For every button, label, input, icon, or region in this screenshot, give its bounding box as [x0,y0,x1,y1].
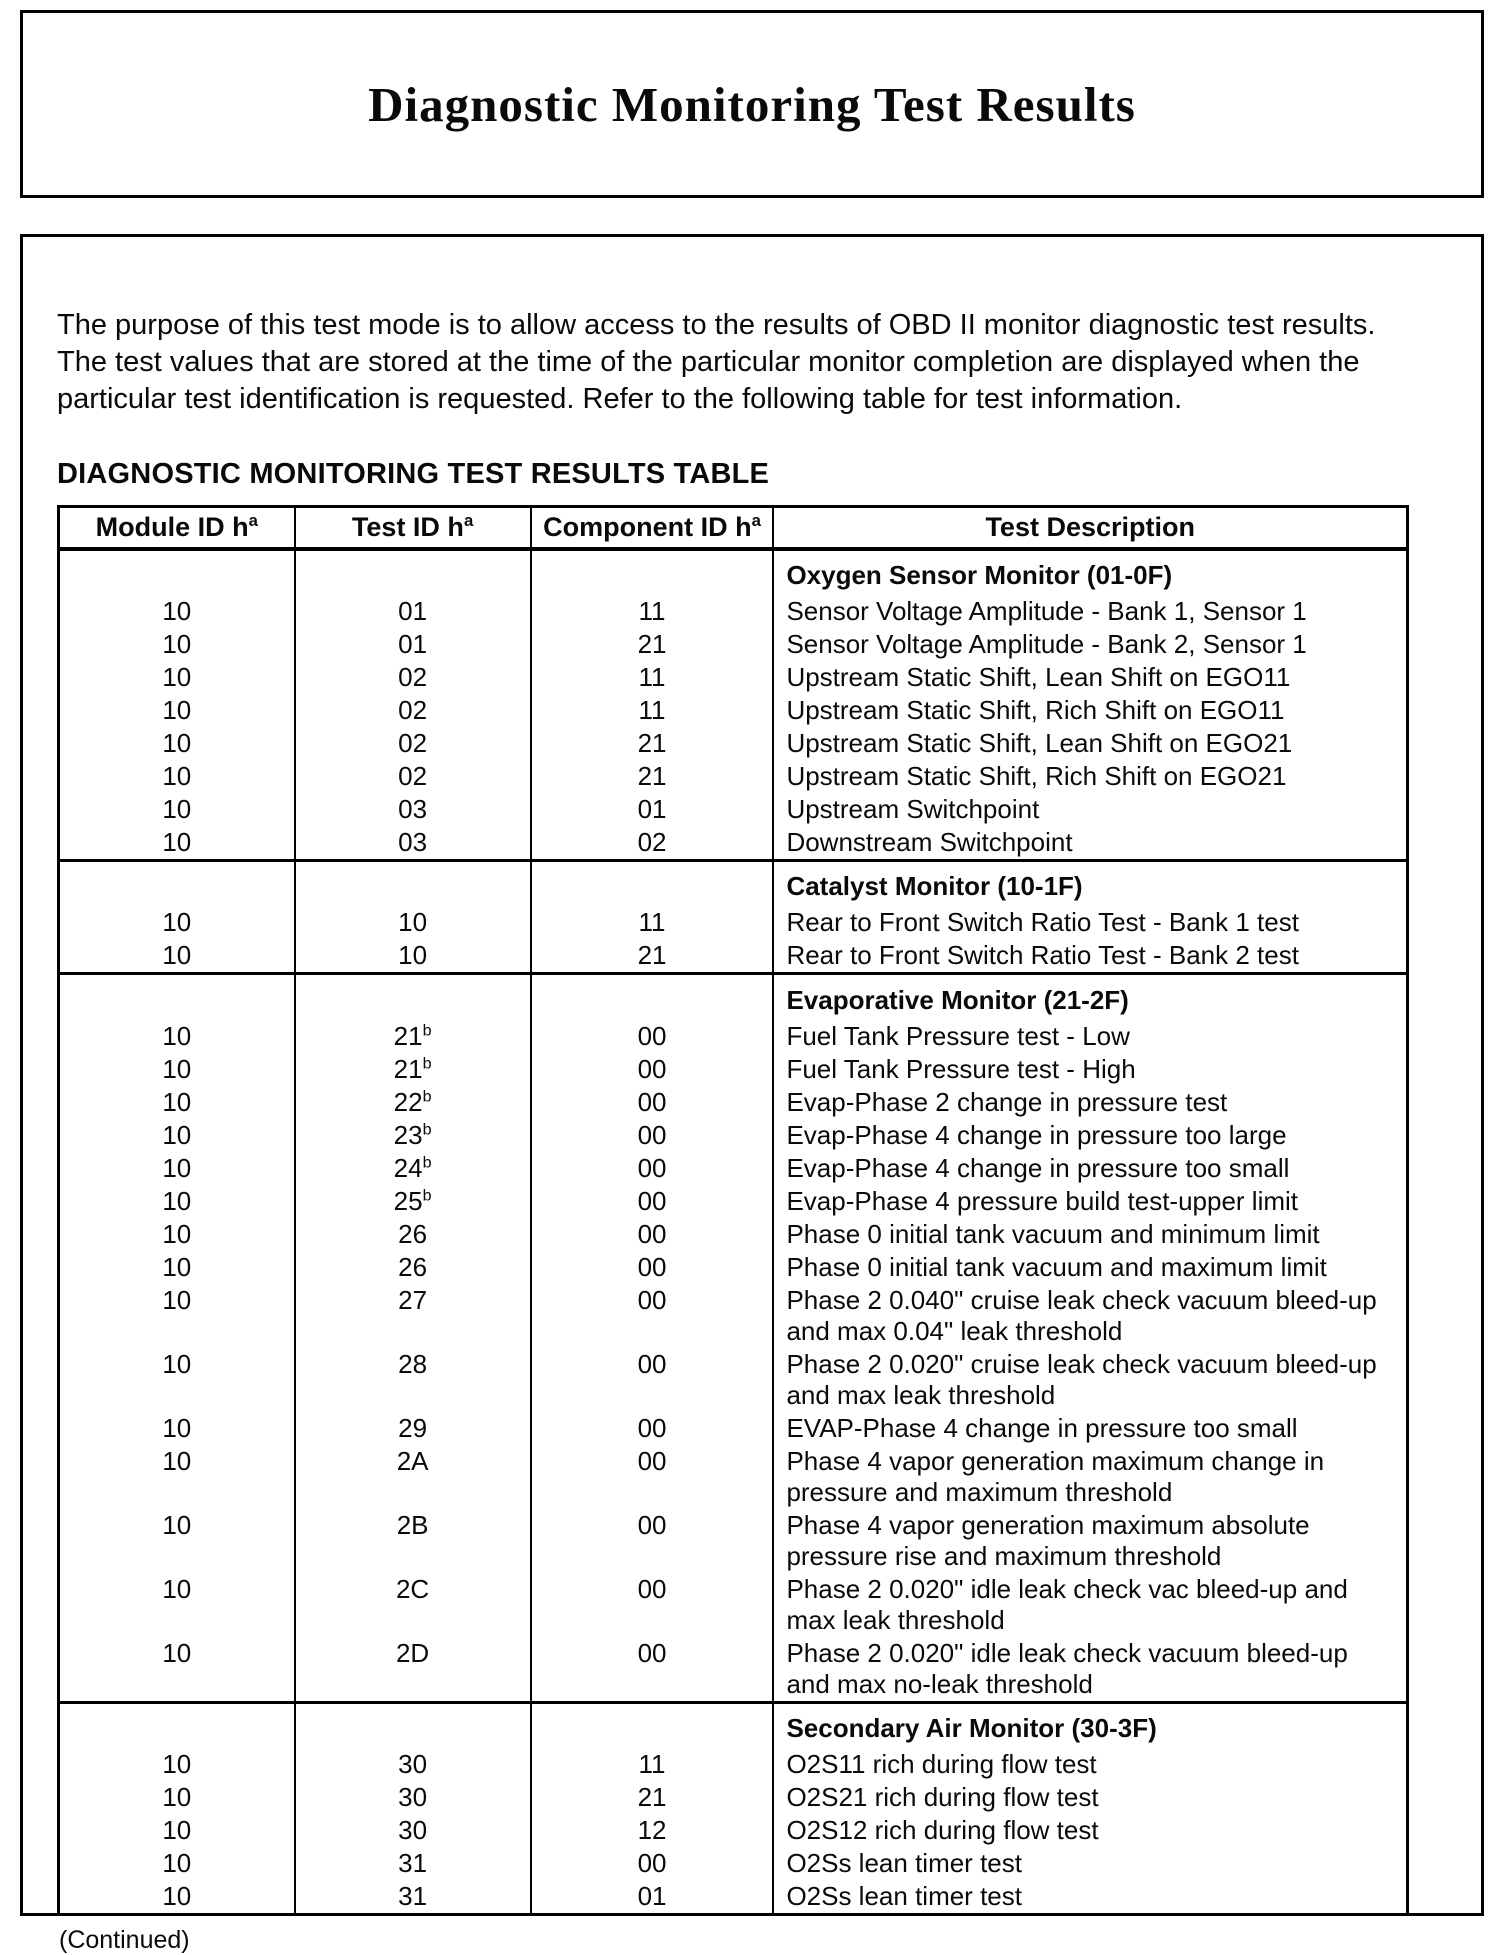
column-header-test-id [295,507,531,549]
module-id-cell: 10 [59,1412,295,1445]
test-description-cell: Downstream Switchpoint [773,826,1407,861]
test-id-cell: 03 [295,793,531,826]
test-id-cell: 26 [295,1218,531,1251]
module-id-cell: 10 [59,1748,295,1781]
test-description-cell: Rear to Front Switch Ratio Test - Bank 2 test [773,939,1407,974]
component-id-cell: 02 [531,826,774,861]
test-description-cell: Evap-Phase 4 pressure build test-upper limit [773,1185,1407,1218]
module-id-cell: 10 [59,826,295,861]
test-id-cell: 01 [295,595,531,628]
component-id-cell: 00 [531,1251,774,1284]
component-id-cell: 21 [531,628,774,661]
module-id-cell: 10 [59,1284,295,1348]
module-id-cell: 10 [59,1251,295,1284]
test-id-cell: 2C [295,1573,531,1637]
footnote-marker-a: a [463,510,474,530]
test-description-cell: Sensor Voltage Amplitude - Bank 1, Sensor 1 [773,595,1407,628]
test-id-cell: 02 [295,661,531,694]
component-id-cell: 00 [531,1445,774,1509]
component-id-cell: 00 [531,1412,774,1445]
section-header-row [59,1702,1408,1748]
table-row [59,939,1408,974]
module-id-cell: 10 [59,727,295,760]
section-header-row [59,549,1408,595]
module-id-cell: 10 [59,1020,295,1053]
module-id-cell: 10 [59,1509,295,1573]
column-header-module-id [59,507,295,549]
footnote-marker-b: b [422,1119,432,1138]
table-row [59,1218,1408,1251]
test-id-cell: 10 [295,939,531,974]
test-id-cell: 23$^b$ [295,1119,531,1152]
empty-cell [531,860,774,906]
section-header-row [59,860,1408,906]
table-row [59,661,1408,694]
intro-paragraph: The purpose of this test mode is to allow access to the results of OBD II monitor diagnostic test results. The test values that are stored at the time of the particular monitor completion are displayed when the particular test identification is requested. Refer to the following table for test information. [57,309,1376,415]
footnote-marker-b: b [422,1020,432,1039]
module-id-cell: 10 [59,1185,295,1218]
title-box [20,10,1484,198]
empty-cell [59,1702,295,1748]
test-id-cell: 2A [295,1445,531,1509]
table-row [59,694,1408,727]
component-id-cell: 21 [531,939,774,974]
component-id-cell: 00 [531,1185,774,1218]
test-id-cell: 31 [295,1880,531,1915]
component-id-cell: 12 [531,1814,774,1847]
component-id-cell: 00 [531,1086,774,1119]
component-id-cell: 00 [531,1284,774,1348]
table-row [59,1053,1408,1086]
component-id-cell: 00 [531,1119,774,1152]
table-row [59,906,1408,939]
table-row [59,1445,1408,1509]
table-row [59,1509,1408,1573]
test-description-cell: Upstream Static Shift, Rich Shift on EGO21 [773,760,1407,793]
component-id-cell: 00 [531,1573,774,1637]
module-id-cell: 10 [59,1152,295,1185]
component-id-cell: 00 [531,1509,774,1573]
footnote-marker-b: b [422,1185,432,1204]
column-header-component-id [531,507,774,549]
footnote-marker-b: b [422,1053,432,1072]
table-heading: DIAGNOSTIC MONITORING TEST RESULTS TABLE [57,458,770,490]
component-id-cell: 11 [531,595,774,628]
table-row [59,1185,1408,1218]
test-id-cell: 28 [295,1348,531,1412]
results-table-body [59,549,1408,1915]
table-row [59,793,1408,826]
footnote-marker-b: b [422,1086,432,1105]
test-description-cell: Upstream Static Shift, Rich Shift on EGO11 [773,694,1407,727]
component-id-cell: 00 [531,1053,774,1086]
test-description-cell: Upstream Switchpoint [773,793,1407,826]
test-id-cell: 29 [295,1412,531,1445]
empty-cell [531,549,774,595]
module-id-cell: 10 [59,1781,295,1814]
table-row [59,1781,1408,1814]
component-id-cell: 00 [531,1152,774,1185]
test-description-cell: Phase 2 0.020" cruise leak check vacuum bleed-up and max leak threshold [773,1348,1407,1412]
test-description-cell: Phase 2 0.020" idle leak check vac bleed-up and max leak threshold [773,1573,1407,1637]
module-id-cell: 10 [59,1814,295,1847]
module-id-cell: 10 [59,906,295,939]
test-id-cell: 24$^b$ [295,1152,531,1185]
results-table [57,505,1409,1916]
test-description-cell: Fuel Tank Pressure test - High [773,1053,1407,1086]
section-title: Evaporative Monitor (21-2F) [773,974,1407,1020]
component-id-cell: 11 [531,661,774,694]
column-header-test-description [773,507,1407,549]
section-title: Oxygen Sensor Monitor (01-0F) [773,549,1407,595]
empty-cell [295,860,531,906]
test-description-cell: Phase 2 0.040" cruise leak check vacuum bleed-up and max 0.04" leak threshold [773,1284,1407,1348]
component-id-cell: 00 [531,1847,774,1880]
test-description-cell: Phase 4 vapor generation maximum absolute pressure rise and maximum threshold [773,1509,1407,1573]
table-row [59,1348,1408,1412]
test-id-cell: 02 [295,727,531,760]
table-row [59,727,1408,760]
empty-cell [59,974,295,1020]
component-id-cell: 01 [531,793,774,826]
test-description-cell: Phase 2 0.020" idle leak check vacuum bleed-up and max no-leak threshold [773,1637,1407,1703]
table-row [59,1847,1408,1880]
empty-cell [295,974,531,1020]
test-description-cell: Evap-Phase 2 change in pressure test [773,1086,1407,1119]
continued-note: (Continued) [59,1926,190,1954]
test-description-cell: Rear to Front Switch Ratio Test - Bank 1 test [773,906,1407,939]
column-header-label: Module ID h [95,511,249,542]
table-row [59,1573,1408,1637]
table-row [59,1152,1408,1185]
module-id-cell: 10 [59,939,295,974]
test-description-cell: EVAP-Phase 4 change in pressure too small [773,1412,1407,1445]
section-header-row [59,974,1408,1020]
component-id-cell: 00 [531,1637,774,1703]
test-id-cell: 22$^b$ [295,1086,531,1119]
test-id-cell: 27 [295,1284,531,1348]
column-header-label: Test ID h [351,511,464,542]
component-id-cell: 00 [531,1348,774,1412]
section-title: Secondary Air Monitor (30-3F) [773,1702,1407,1748]
table-head [59,507,1408,549]
table-row [59,1880,1408,1915]
test-description-cell: Upstream Static Shift, Lean Shift on EGO11 [773,661,1407,694]
test-description-cell: Phase 0 initial tank vacuum and minimum limit [773,1218,1407,1251]
test-id-cell: 30 [295,1781,531,1814]
component-id-cell: 11 [531,1748,774,1781]
table-row [59,1748,1408,1781]
test-id-cell: 21$^b$ [295,1020,531,1053]
table-row [59,1119,1408,1152]
module-id-cell: 10 [59,1348,295,1412]
test-id-cell: 21$^b$ [295,1053,531,1086]
footnote-marker-a: a [751,510,761,530]
column-header-label: Test Description [985,511,1195,542]
test-id-cell: 26 [295,1251,531,1284]
component-id-cell: 11 [531,694,774,727]
module-id-cell: 10 [59,1880,295,1915]
page-title: Diagnostic Monitoring Test Results [368,76,1136,132]
test-description-cell: O2S21 rich during flow test [773,1781,1407,1814]
test-description-cell: O2Ss lean timer test [773,1847,1407,1880]
test-id-cell: 2B [295,1509,531,1573]
table-row [59,1637,1408,1703]
test-id-cell: 2D [295,1637,531,1703]
component-id-cell: 21 [531,1781,774,1814]
test-description-cell: Upstream Static Shift, Lean Shift on EGO21 [773,727,1407,760]
test-id-cell: 01 [295,628,531,661]
module-id-cell: 10 [59,595,295,628]
module-id-cell: 10 [59,1218,295,1251]
test-id-cell: 30 [295,1814,531,1847]
module-id-cell: 10 [59,694,295,727]
module-id-cell: 10 [59,793,295,826]
test-description-cell: Evap-Phase 4 change in pressure too small [773,1152,1407,1185]
test-description-cell: O2S11 rich during flow test [773,1748,1407,1781]
test-description-cell: O2Ss lean timer test [773,1880,1407,1915]
component-id-cell: 01 [531,1880,774,1915]
table-row [59,1814,1408,1847]
module-id-cell: 10 [59,628,295,661]
empty-cell [531,1702,774,1748]
table-row [59,628,1408,661]
component-id-cell: 00 [531,1218,774,1251]
test-id-cell: 02 [295,760,531,793]
module-id-cell: 10 [59,1119,295,1152]
module-id-cell: 10 [59,1573,295,1637]
table-row [59,1412,1408,1445]
test-description-cell: Sensor Voltage Amplitude - Bank 2, Sensor 1 [773,628,1407,661]
footnote-marker-a: a [248,510,258,530]
content-box [20,234,1484,1954]
test-id-cell: 03 [295,826,531,861]
test-id-cell: 30 [295,1748,531,1781]
test-description-cell: Phase 4 vapor generation maximum change in pressure and maximum threshold [773,1445,1407,1509]
column-header-label: Component ID h [543,511,752,542]
table-row [59,1284,1408,1348]
component-id-cell: 11 [531,906,774,939]
table-header-row [59,507,1408,549]
footnote-marker-b: b [422,1152,432,1171]
module-id-cell: 10 [59,760,295,793]
empty-cell [531,974,774,1020]
section-title: Catalyst Monitor (10-1F) [773,860,1407,906]
module-id-cell: 10 [59,1637,295,1703]
empty-cell [59,549,295,595]
component-id-cell: 21 [531,760,774,793]
table-row [59,1086,1408,1119]
empty-cell [295,1702,531,1748]
test-id-cell: 25$^b$ [295,1185,531,1218]
module-id-cell: 10 [59,1847,295,1880]
test-description-cell: Phase 0 initial tank vacuum and maximum limit [773,1251,1407,1284]
table-row [59,1251,1408,1284]
test-id-cell: 02 [295,694,531,727]
component-id-cell: 00 [531,1020,774,1053]
table-row [59,595,1408,628]
empty-cell [59,860,295,906]
module-id-cell: 10 [59,661,295,694]
component-id-cell: 21 [531,727,774,760]
table-row [59,760,1408,793]
test-description-cell: Evap-Phase 4 change in pressure too large [773,1119,1407,1152]
test-description-cell: Fuel Tank Pressure test - Low [773,1020,1407,1053]
test-id-cell: 31 [295,1847,531,1880]
table-row [59,1020,1408,1053]
empty-cell [295,549,531,595]
test-description-cell: O2S12 rich during flow test [773,1814,1407,1847]
module-id-cell: 10 [59,1445,295,1509]
module-id-cell: 10 [59,1086,295,1119]
module-id-cell: 10 [59,1053,295,1086]
test-id-cell: 10 [295,906,531,939]
table-row [59,826,1408,861]
